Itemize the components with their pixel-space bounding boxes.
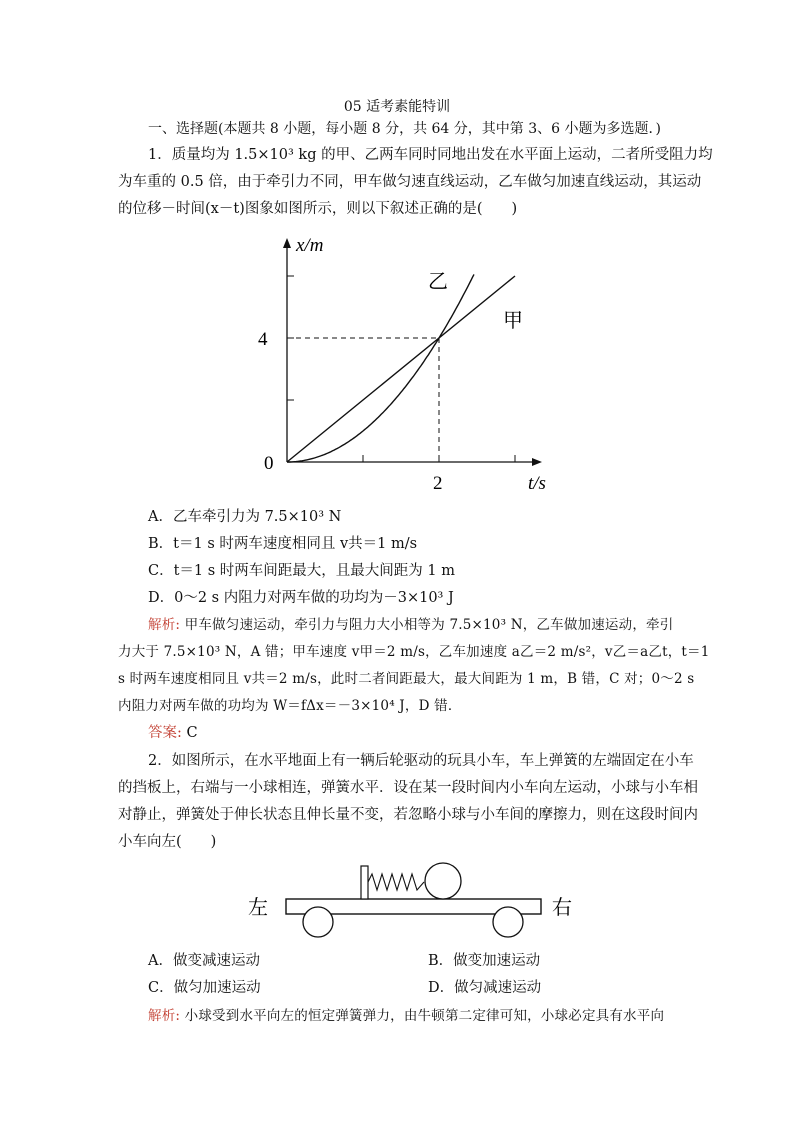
solution-label: 解析: xyxy=(148,1008,181,1024)
q1-stem-line: 的位移－时间(x－t)图象如图所示，则以下叙述正确的是( ) xyxy=(118,201,518,217)
answer-label: 答案: xyxy=(148,725,182,741)
right-label: 右 xyxy=(552,897,572,919)
q2-option-b: B．做变加速运动 xyxy=(428,953,541,969)
spring xyxy=(368,874,424,890)
q1-option-c: C．t＝1 s 时两车间距最大，且最大间距为 1 m xyxy=(148,563,455,579)
q1-solution-line: 内阻力对两车做的功均为 W＝fΔx＝－3×10⁴ J，D 错． xyxy=(118,698,462,714)
q2-stem-line: 小车向左( ) xyxy=(118,834,217,850)
q2-stem-line: 的挡板上，右端与一小球相连，弹簧水平．设在某一段时间内小车向左运动，小球与小车相 xyxy=(118,780,698,796)
rear-wheel xyxy=(303,907,333,937)
q1-option-a: A．乙车牵引力为 7.5×10³ N xyxy=(148,509,342,525)
q2-solution-first xyxy=(148,1006,664,1026)
q2-option-a: A．做变减速运动 xyxy=(148,953,260,969)
q2-option-d: D．做匀减速运动 xyxy=(428,980,542,996)
q1-solution-line: s 时两车速度相同且 v共＝2 m/s，此时二者间距最大，最大间距为 1 m，B 错，C 对；0～2 s xyxy=(118,671,695,687)
q1-stem-line: 1．质量均为 1.5×10³ kg 的甲、乙两车同时同地出发在水平面上运动，二者所受阻力均 xyxy=(148,147,713,163)
q1-stem-line: 为车重的 0.5 倍，由于牵引力不同，甲车做匀速直线运动，乙车做匀加速直线运动，其运动 xyxy=(118,174,702,190)
front-wheel xyxy=(493,907,523,937)
x-axis-label: t/s xyxy=(528,473,546,494)
y-tick-label: 4 xyxy=(258,329,268,350)
x-tick-label: 2 xyxy=(433,473,443,494)
q2-stem-line: 2．如图所示，在水平地面上有一辆后轮驱动的玩具小车，车上弹簧的左端固定在小车 xyxy=(148,753,694,769)
series-label-yi: 乙 xyxy=(428,271,448,293)
q2-option-c: C．做匀加速运动 xyxy=(148,980,261,996)
q1-option-b: B．t＝1 s 时两车速度相同且 v共＝1 m/s xyxy=(148,536,418,552)
car-baffle xyxy=(361,866,368,899)
q2-stem-line: 对静止，弹簧处于伸长状态且伸长量不变，若忽略小球与小车间的摩擦力，则在这段时间内 xyxy=(118,807,698,823)
solution-label: 解析: xyxy=(148,617,181,633)
answer-value: C xyxy=(181,725,198,741)
solution-text: 小球受到水平向左的恒定弹簧弹力，由牛顿第二定律可知，小球必定具有水平向 xyxy=(180,1008,665,1024)
solution-text: 甲车做匀速运动，牵引力与阻力大小相等为 7.5×10³ N，乙车做加速运动，牵引 xyxy=(180,617,674,633)
left-label: 左 xyxy=(248,897,268,919)
y-axis-label: x/m xyxy=(296,235,324,256)
series-label-jia: 甲 xyxy=(503,310,523,332)
q1-solution-line: 力大于 7.5×10³ N，A 错；甲车速度 v甲＝2 m/s，乙车加速度 a乙＝2 m/s²，v乙＝a乙t，t＝1 xyxy=(118,644,710,660)
section-heading: 一、选择题(本题共 8 小题，每小题 8 分，共 64 分，其中第 3、6 小题为多选题．) xyxy=(148,121,661,137)
page-title: 05 适考素能特训 xyxy=(343,99,451,115)
q1-option-d: D．0～2 s 内阻力对两车做的功均为－3×10³ J xyxy=(148,590,454,606)
ball xyxy=(425,863,461,899)
origin-label: 0 xyxy=(264,453,274,474)
